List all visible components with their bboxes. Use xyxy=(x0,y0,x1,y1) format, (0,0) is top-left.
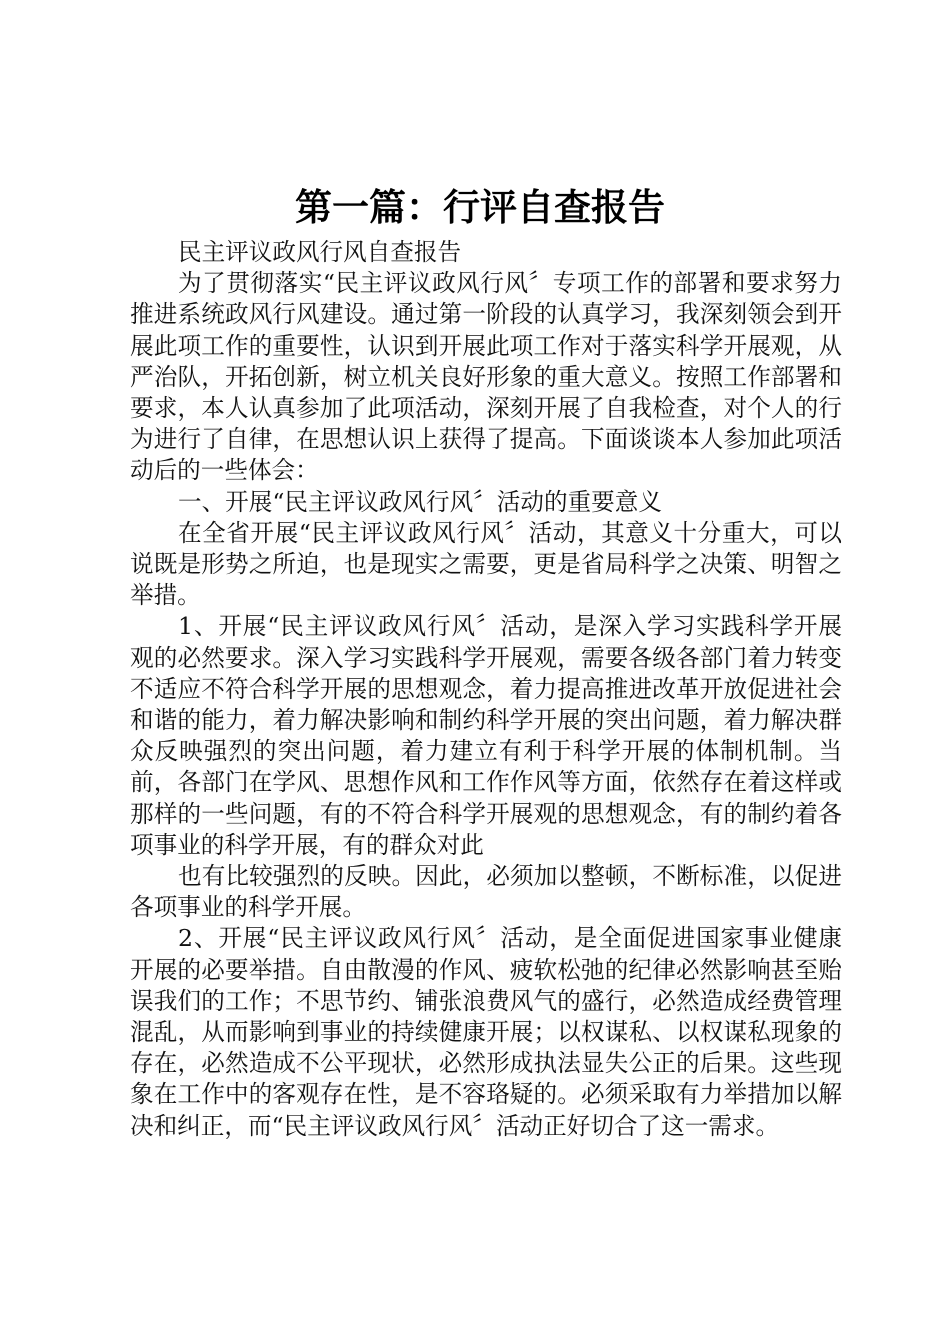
intro-paragraph: 为了贯彻落实“民主评议政风行风〞专项工作的部署和要求努力推进系统政风行风建设。通过第一阶段的认真学习，我深刻领会到开展此项工作的重要性，认识到开展此项工作对于落实科学开展观，从严治队，开拓创新，树立机关良好形象的重大意义。按照工作部署和要求，本人认真参加了此项活动，深刻开展了自我检查，对个人的行为进行了自律，在思想认识上获得了提高。下面谈谈本人参加此项活动后的一些体会： xyxy=(130,269,842,485)
section-heading-1: 一、开展“民主评议政风行风〞活动的重要意义 xyxy=(178,487,662,516)
paragraph: 在全省开展“民主评议政风行风〞活动，其意义十分重大，可以说既是形势之所迫，也是现实之需要，更是省局科学之决策、明智之举措。 xyxy=(130,518,842,610)
document-body xyxy=(130,237,842,1142)
paragraph: 1、开展“民主评议政风行风〞活动，是深入学习实践科学开展观的必然要求。深入学习实践科学开展观，需要各级各部门着力转变不适应不符合科学开展的思想观念，着力提高推进改革开放促进社会和谐的能力，着力解决影响和制约科学开展的突出问题，着力解决群众反映强烈的突出问题，着力建立有利于科学开展的体制机制。当前，各部门在学风、思想作风和工作作风等方面，依然存在着这样或那样的一些问题，有的不符合科学开展观的思想观念，有的制约着各项事业的科学开展，有的群众对此 xyxy=(130,612,842,859)
paragraph: 也有比较强烈的反映。因此，必须加以整顿，不断标准，以促进各项事业的科学开展。 xyxy=(130,862,842,922)
paragraph: 2、开展“民主评议政风行风〞活动，是全面促进国家事业健康开展的必要举措。自由散漫的作风、疲软松弛的纪律必然影响甚至贻误我们的工作；不思节约、铺张浪费风气的盛行，必然造成经费管理混乱，从而影响到事业的持续健康开展；以权谋私、以权谋私现象的存在，必然造成不公平现状，必然形成执法显失公正的后果。这些现象在工作中的客观存在性，是不容珞疑的。必须采取有力举措加以解决和纠正，而“民主评议政风行风〞活动正好切合了这一需求。 xyxy=(130,924,842,1140)
report-subtitle: 民主评议政风行风自查报告 xyxy=(178,238,462,266)
document-title: 第一篇：行评自查报告 xyxy=(295,186,665,229)
